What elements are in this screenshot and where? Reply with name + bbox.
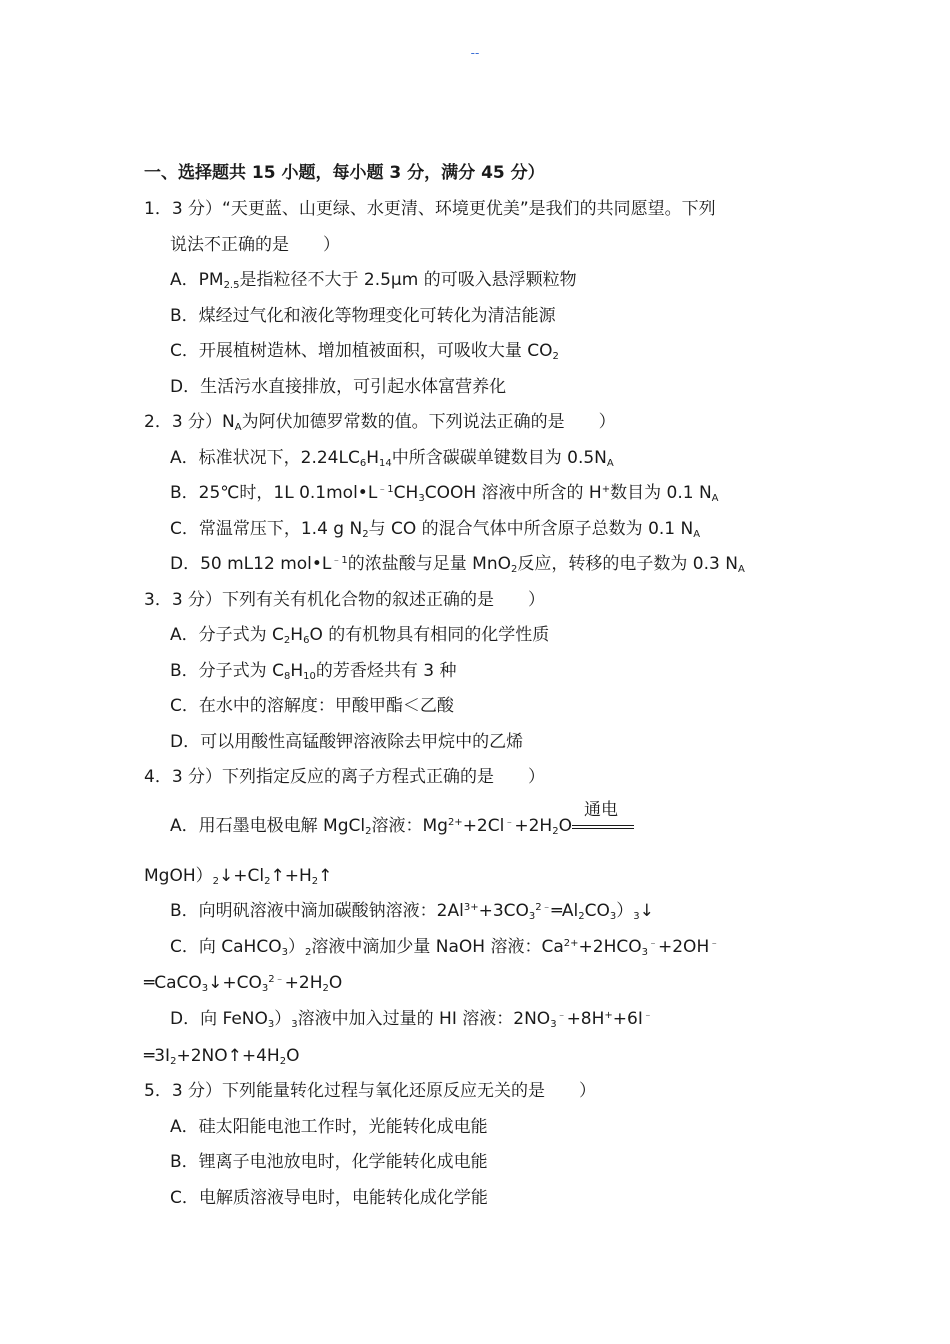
page-header: --	[470, 46, 480, 60]
q4-option-c: C．向 $CaHCO_3)_2$溶液中滴加少量 NaOH 溶液：$Ca^{2+}+2HCO_3^﹣+2OH^﹣$	[170, 937, 720, 958]
electrolysis-condition: 通电	[572, 815, 634, 837]
q1-stem-cont: 说法不正确的是 ）	[170, 235, 340, 255]
q3-option-a: A．分子式为 $C_2H_6O$ 的有机物具有相同的化学性质	[170, 625, 550, 646]
q4-option-d: D．向 $FeNO_3)_3$溶液中加入过量的 HI 溶液：$2NO_3^﹣+8H^++6I^﹣$	[170, 1009, 653, 1030]
q2-option-b: B．25℃时，1L $0.1mol•L^{﹣1}CH_3COOH$ 溶液中所含的 H+数目为 0.1 $N_A$	[170, 483, 719, 504]
q1-option-c: C．开展植树造林、增加植被面积，可吸收大量 $CO_2$	[170, 341, 559, 362]
q3-option-d: D．可以用酸性高锰酸钾溶液除去甲烷中的乙烯	[170, 732, 524, 752]
q4-option-d-cont: $═3I_2+2NO↑+4H_2O$	[144, 1046, 300, 1067]
q1-option-a: A．$PM_{2.5}$是指粒径不大于 2.5μm 的可吸入悬浮颗粒物	[170, 270, 577, 291]
q5-option-a: A．硅太阳能电池工作时，光能转化成电能	[170, 1117, 488, 1137]
q2-stem: 2．3 分）$N_A$为阿伏加德罗常数的值。下列说法正确的是 ）	[144, 412, 616, 433]
q5-stem: 5．3 分）下列能量转化过程与氧化还原反应无关的是 ）	[144, 1081, 597, 1101]
q4-option-a-cont: $MgOH)_2↓+Cl_2↑+H_2↑$	[144, 866, 333, 887]
q3-stem: 3．3 分）下列有关有机化合物的叙述正确的是 ）	[144, 590, 546, 610]
q1-option-d: D．生活污水直接排放，可引起水体富营养化	[170, 377, 507, 397]
q4-option-a: A．用石墨电极电解 MgCl$_2$溶液：$Mg^{2+}+2Cl^﹣+2H_2O$ 通电	[170, 815, 634, 837]
q3-option-b: B．分子式为 $C_8H_{10}$的芳香烃共有 3 种	[170, 661, 457, 682]
q2-option-c: C．常温常压下，1.4 g $N_2$与 CO 的混合气体中所含原子总数为 0.1 $N_A$	[170, 519, 701, 540]
q1-stem: 1．3 分）“天更蓝、山更绿、水更清、环境更优美”是我们的共同愿望。下列	[144, 199, 716, 219]
q1-option-b: B．煤经过气化和液化等物理变化可转化为清洁能源	[170, 306, 556, 326]
q3-option-c: C．在水中的溶解度：甲酸甲酯＜乙酸	[170, 696, 454, 716]
q5-option-b: B．锂离子电池放电时，化学能转化成电能	[170, 1152, 488, 1172]
q5-option-c: C．电解质溶液导电时，电能转化成化学能	[170, 1188, 488, 1208]
q4-option-b: B．向明矾溶液中滴加碳酸钠溶液：$2Al^{3+}+3CO_3^{2﹣}═Al_2CO_3)_3↓$	[170, 901, 654, 922]
q2-option-d: D．50 mL12 $mol•L^{﹣1}$的浓盐酸与足量 MnO$_2$反应，转移的电子数为 0.3 $N_A$	[170, 554, 745, 575]
q4-stem: 4．3 分）下列指定反应的离子方程式正确的是 ）	[144, 767, 546, 787]
q2-option-a: A．标准状况下，$2.24LC_6H_{14}$中所含碳碳单键数目为 $0.5N_A$	[170, 448, 614, 469]
q4-option-c-cont: $═CaCO_3↓+CO_3^{2﹣}+2H_2O$	[144, 973, 343, 994]
section-title: 一、选择题共 15 小题，每小题 3 分，满分 45 分）	[144, 163, 545, 183]
